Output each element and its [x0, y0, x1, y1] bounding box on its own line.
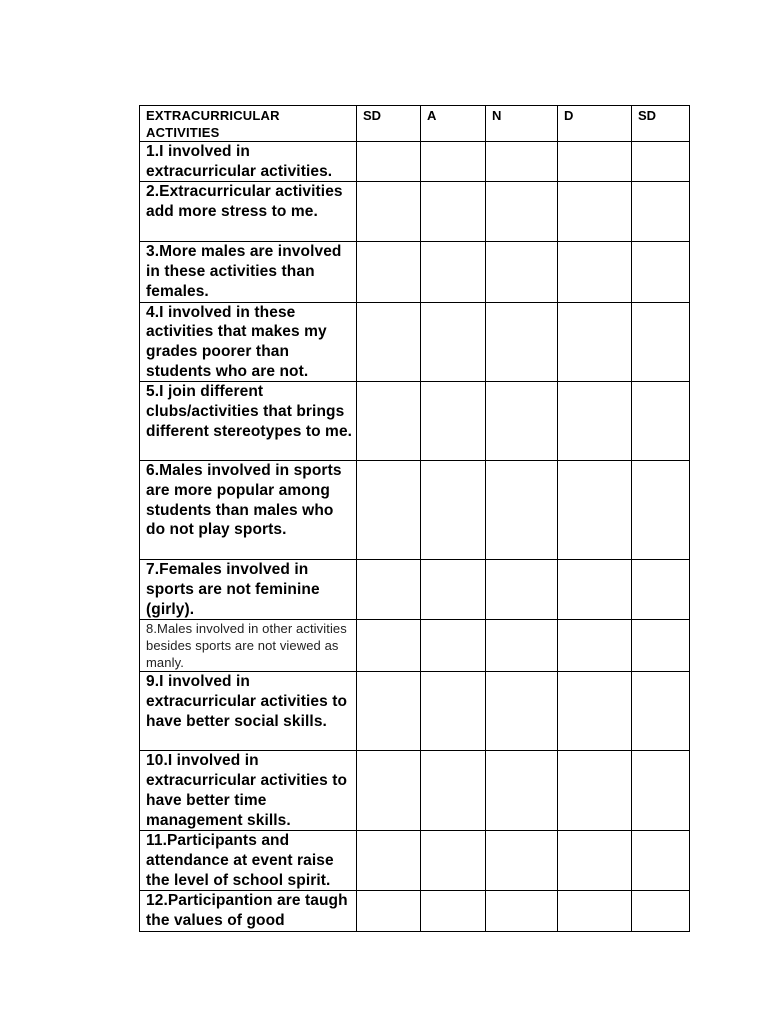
rating-cell-sd-2[interactable] [632, 461, 690, 560]
rating-cell-sd-1[interactable] [357, 672, 421, 751]
table-row [140, 182, 690, 242]
rating-cell-d[interactable] [558, 672, 632, 751]
header-statement: EXTRACURRICULAR ACTIVITIES [140, 106, 357, 142]
rating-cell-d[interactable] [558, 891, 632, 931]
statement-cell: 1.I involved in extracurricular activities. [140, 142, 357, 182]
statement-cell: 9.I involved in extracurricular activities to have better social skills. [140, 672, 357, 751]
rating-cell-n[interactable] [486, 242, 558, 302]
rating-cell-a[interactable] [421, 382, 486, 461]
rating-cell-sd-2[interactable] [632, 142, 690, 182]
rating-cell-sd-1[interactable] [357, 461, 421, 560]
rating-cell-d[interactable] [558, 751, 632, 831]
table-row [140, 560, 690, 620]
rating-cell-d[interactable] [558, 382, 632, 461]
rating-cell-a[interactable] [421, 831, 486, 891]
statement-cell: 6.Males involved in sports are more popular among students than males who do not play sports. [140, 461, 357, 560]
statement-cell: 5.I join different clubs/activities that brings different stereotypes to me. [140, 382, 357, 461]
survey-body [140, 142, 690, 932]
rating-cell-sd-2[interactable] [632, 891, 690, 931]
rating-cell-d[interactable] [558, 620, 632, 672]
statement-cell: 8.Males involved in other activities besides sports are not viewed as manly. [140, 620, 357, 672]
rating-cell-n[interactable] [486, 672, 558, 751]
statement-cell: 4.I involved in these activities that makes my grades poorer than students who are not. [140, 302, 357, 382]
rating-cell-n[interactable] [486, 382, 558, 461]
rating-cell-d[interactable] [558, 242, 632, 302]
table-row [140, 242, 690, 302]
rating-cell-a[interactable] [421, 142, 486, 182]
rating-cell-d[interactable] [558, 560, 632, 620]
table-row [140, 751, 690, 831]
rating-cell-d[interactable] [558, 182, 632, 242]
rating-cell-sd-1[interactable] [357, 891, 421, 931]
rating-cell-n[interactable] [486, 142, 558, 182]
rating-cell-sd-2[interactable] [632, 302, 690, 382]
rating-cell-n[interactable] [486, 831, 558, 891]
header-row [140, 106, 690, 142]
rating-cell-sd-1[interactable] [357, 620, 421, 672]
rating-cell-sd-2[interactable] [632, 560, 690, 620]
rating-cell-n[interactable] [486, 461, 558, 560]
rating-cell-n[interactable] [486, 182, 558, 242]
table-row [140, 831, 690, 891]
rating-cell-sd-1[interactable] [357, 242, 421, 302]
rating-cell-a[interactable] [421, 672, 486, 751]
statement-cell: 7.Females involved in sports are not feminine (girly). [140, 560, 357, 620]
rating-cell-n[interactable] [486, 620, 558, 672]
rating-cell-a[interactable] [421, 182, 486, 242]
rating-cell-a[interactable] [421, 560, 486, 620]
rating-cell-d[interactable] [558, 831, 632, 891]
statement-cell: 11.Participants and attendance at event raise the level of school spirit. [140, 831, 357, 891]
rating-cell-a[interactable] [421, 751, 486, 831]
rating-cell-sd-2[interactable] [632, 382, 690, 461]
table-row [140, 382, 690, 461]
rating-cell-sd-1[interactable] [357, 751, 421, 831]
table-row [140, 302, 690, 382]
survey-table [139, 105, 690, 932]
header-n: N [486, 106, 558, 142]
table-row [140, 461, 690, 560]
statement-cell: 2.Extracurricular activities add more stress to me. [140, 182, 357, 242]
rating-cell-sd-1[interactable] [357, 382, 421, 461]
rating-cell-sd-1[interactable] [357, 302, 421, 382]
rating-cell-sd-2[interactable] [632, 831, 690, 891]
rating-cell-n[interactable] [486, 302, 558, 382]
rating-cell-sd-2[interactable] [632, 620, 690, 672]
rating-cell-sd-2[interactable] [632, 751, 690, 831]
statement-cell: 3.More males are involved in these activities than females. [140, 242, 357, 302]
table-row [140, 620, 690, 672]
table-row [140, 142, 690, 182]
rating-cell-sd-1[interactable] [357, 182, 421, 242]
table-row [140, 891, 690, 931]
header-sd-1: SD [357, 106, 421, 142]
rating-cell-n[interactable] [486, 751, 558, 831]
rating-cell-a[interactable] [421, 891, 486, 931]
header-a: A [421, 106, 486, 142]
table-row [140, 672, 690, 751]
rating-cell-n[interactable] [486, 891, 558, 931]
rating-cell-sd-1[interactable] [357, 142, 421, 182]
rating-cell-sd-2[interactable] [632, 242, 690, 302]
rating-cell-a[interactable] [421, 302, 486, 382]
rating-cell-a[interactable] [421, 461, 486, 560]
rating-cell-sd-2[interactable] [632, 182, 690, 242]
rating-cell-a[interactable] [421, 620, 486, 672]
statement-cell: 12.Participantion are taugh the values of good [140, 891, 357, 931]
header-sd-2: SD [632, 106, 690, 142]
rating-cell-d[interactable] [558, 302, 632, 382]
rating-cell-n[interactable] [486, 560, 558, 620]
rating-cell-a[interactable] [421, 242, 486, 302]
rating-cell-d[interactable] [558, 142, 632, 182]
rating-cell-d[interactable] [558, 461, 632, 560]
statement-cell: 10.I involved in extracurricular activities to have better time management skills. [140, 751, 357, 831]
rating-cell-sd-1[interactable] [357, 560, 421, 620]
rating-cell-sd-2[interactable] [632, 672, 690, 751]
rating-cell-sd-1[interactable] [357, 831, 421, 891]
header-d: D [558, 106, 632, 142]
